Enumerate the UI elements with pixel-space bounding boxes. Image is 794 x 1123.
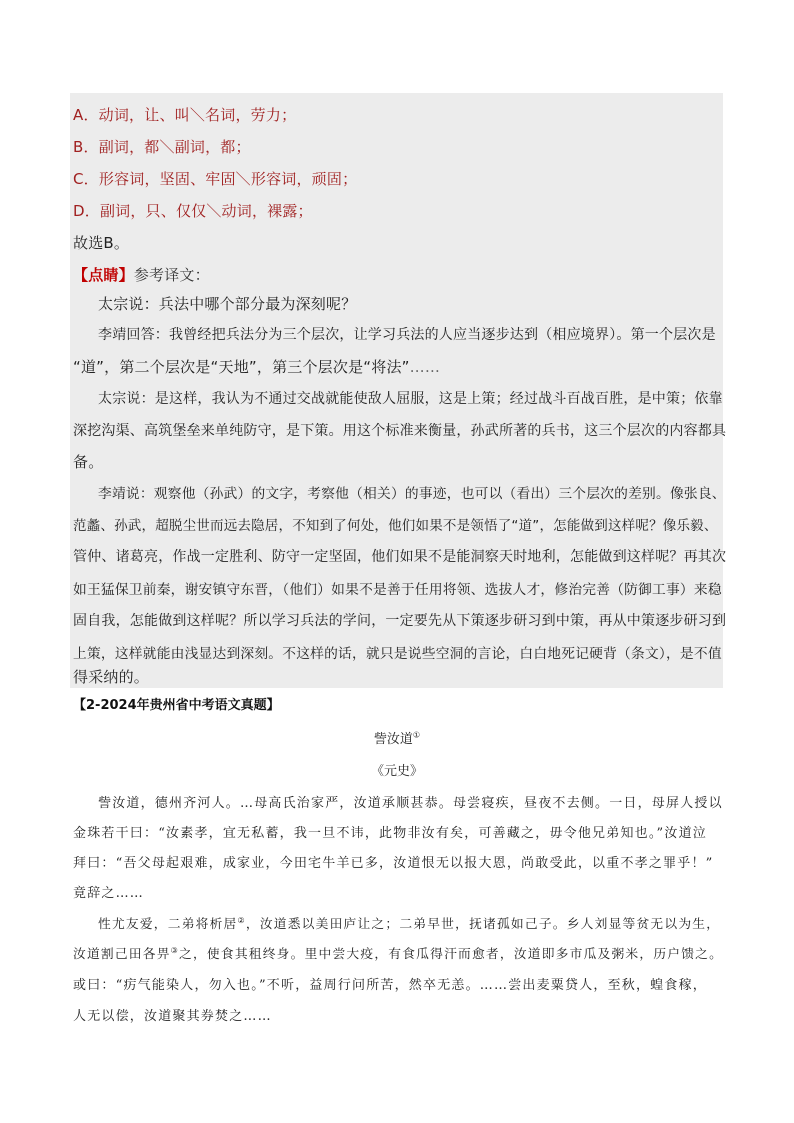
translation-p4-line4: 如王猛保卫前秦，谢安镇守东晋，（他们）如果不是善于任用将领、选拔人才，修治完善（防御工事）来稳 [73,582,722,598]
passage-p2-line1 [98,913,720,932]
passage-p1-line2: 金珠若干曰：“汝素孝，宜无私蓄，我一旦不讳，此物非汝有矣，可善藏之，毋令他兄弟知也。”汝道泣 [73,826,707,841]
translation-p3-line1: 太宗说：是这样，我认为不通过交战就能使敌人屈服，这是上策；经过战斗百战百胜，是中策；依靠 [98,391,723,407]
passage-p2-line1-b: ，汝道悉以美田庐让之；二弟早世，抚诸孤如己子。乡人刘显等贫无以为生， [245,917,721,932]
translation-p4-line5: 固自我，怎能做到这样呢？所以学习兵法的学问，一定要先从下策逐步研习到中策，再从中策逐步研习到 [73,613,727,629]
passage-title [0,728,794,747]
footnote-marker: ① [412,730,421,740]
passage-source: 《元史》 [370,764,423,779]
translation-p4-line6: 上策，这样就能由浅显达到深刻。不这样的话，就只是说些空洞的言论，白白地死记硬背（条文），是不值 [73,646,722,662]
translation-p3-line3: 备。 [73,453,104,471]
passage-p1-line1: 訾汝道，德州齐河人。…母高氏治家严，汝道承顺甚恭。母尝寝疾，昼夜不去侧。一日，母屏人授以 [98,796,723,811]
option-c: C．形容词，坚固、牢固＼形容词，顽固； [73,170,358,188]
translation-p2-line1: 李靖回答：我曾经把兵法分为三个层次，让学习兵法的人应当逐步达到（相应境界）。第一个层次是 [98,327,716,343]
footnote-marker: ② [237,915,246,925]
passage-p2-line2-a: 汝道割己田各畀 [73,947,171,962]
passage-p2-line4: 人无以偿，汝道聚其券焚之…… [73,1009,272,1024]
translation-p4-line7: 得采纳的。 [73,668,150,686]
option-b: B．副词，都＼副词，都； [73,138,251,156]
translation-p1: 太宗说：兵法中哪个部分最为深刻呢？ [98,295,357,313]
tip-label: 【点睛】 [73,266,134,284]
passage-p2-line2-b: 之，使食其租终身。里中尝大疫，有食瓜得汗而愈者，汝道即多市瓜及粥米，历户馈之。 [179,947,724,962]
passage-p1-line3: 拜曰：“吾父母起艰难，成家业，今田宅牛羊已多，汝道恨无以报大恩，尚敢受此，以重不孝之罪乎！” [73,856,714,871]
ellipsis: …… [409,358,441,376]
translation-p2-line2 [73,356,440,377]
translation-p4-line3: 管仲、诸葛亮，作战一定胜利、防守一定坚固，他们如果不是能洞察天时地利，怎能做到这样呢？再其次 [73,549,727,565]
tip-line [73,264,210,285]
passage-p1-line4: 竟辞之…… [73,886,145,901]
translation-p3-line2: 深挖沟渠、高筑堡垒来单纯防守，是下策。用这个标准来衡量，孙武所著的兵书，这三个层次的内容都具 [73,423,727,439]
section-title: 【2-2024年贵州省中考语文真题】 [73,698,280,713]
passage-p2-line3: 或曰：“疠气能染人，勿入也。”不听，益周行问所苦，然卒无恙。……尝出麦粟贷人，至秋，蝗食稼， [73,978,707,993]
option-a: A．动词，让、叫＼名词，劳力； [73,106,297,124]
passage-p2-line1-a: 性尤友爱，二弟将析居 [98,917,238,932]
tip-text: 参考译文： [133,266,210,284]
passage-p2-line2 [73,943,723,962]
passage-title-text: 訾汝道 [373,732,413,747]
translation-p2-text: “道”，第二个层次是“天地”，第三个层次是“将法” [73,358,410,376]
footnote-marker: ③ [170,945,180,955]
translation-p4-line2: 范蠡、孙武，超脱尘世而远去隐居，不知到了何处，他们如果不是领悟了“道”，怎能做到这样呢？像乐毅、 [73,518,718,534]
option-d: D．副词，只、仅仅＼动词，裸露； [73,202,313,220]
translation-p4-line1: 李靖说：观察他（孙武）的文字，考察他（相关）的事迹，也可以（看出）三个层次的差别。像张良、 [98,486,726,502]
answer-conclusion: 故选B。 [73,234,130,252]
